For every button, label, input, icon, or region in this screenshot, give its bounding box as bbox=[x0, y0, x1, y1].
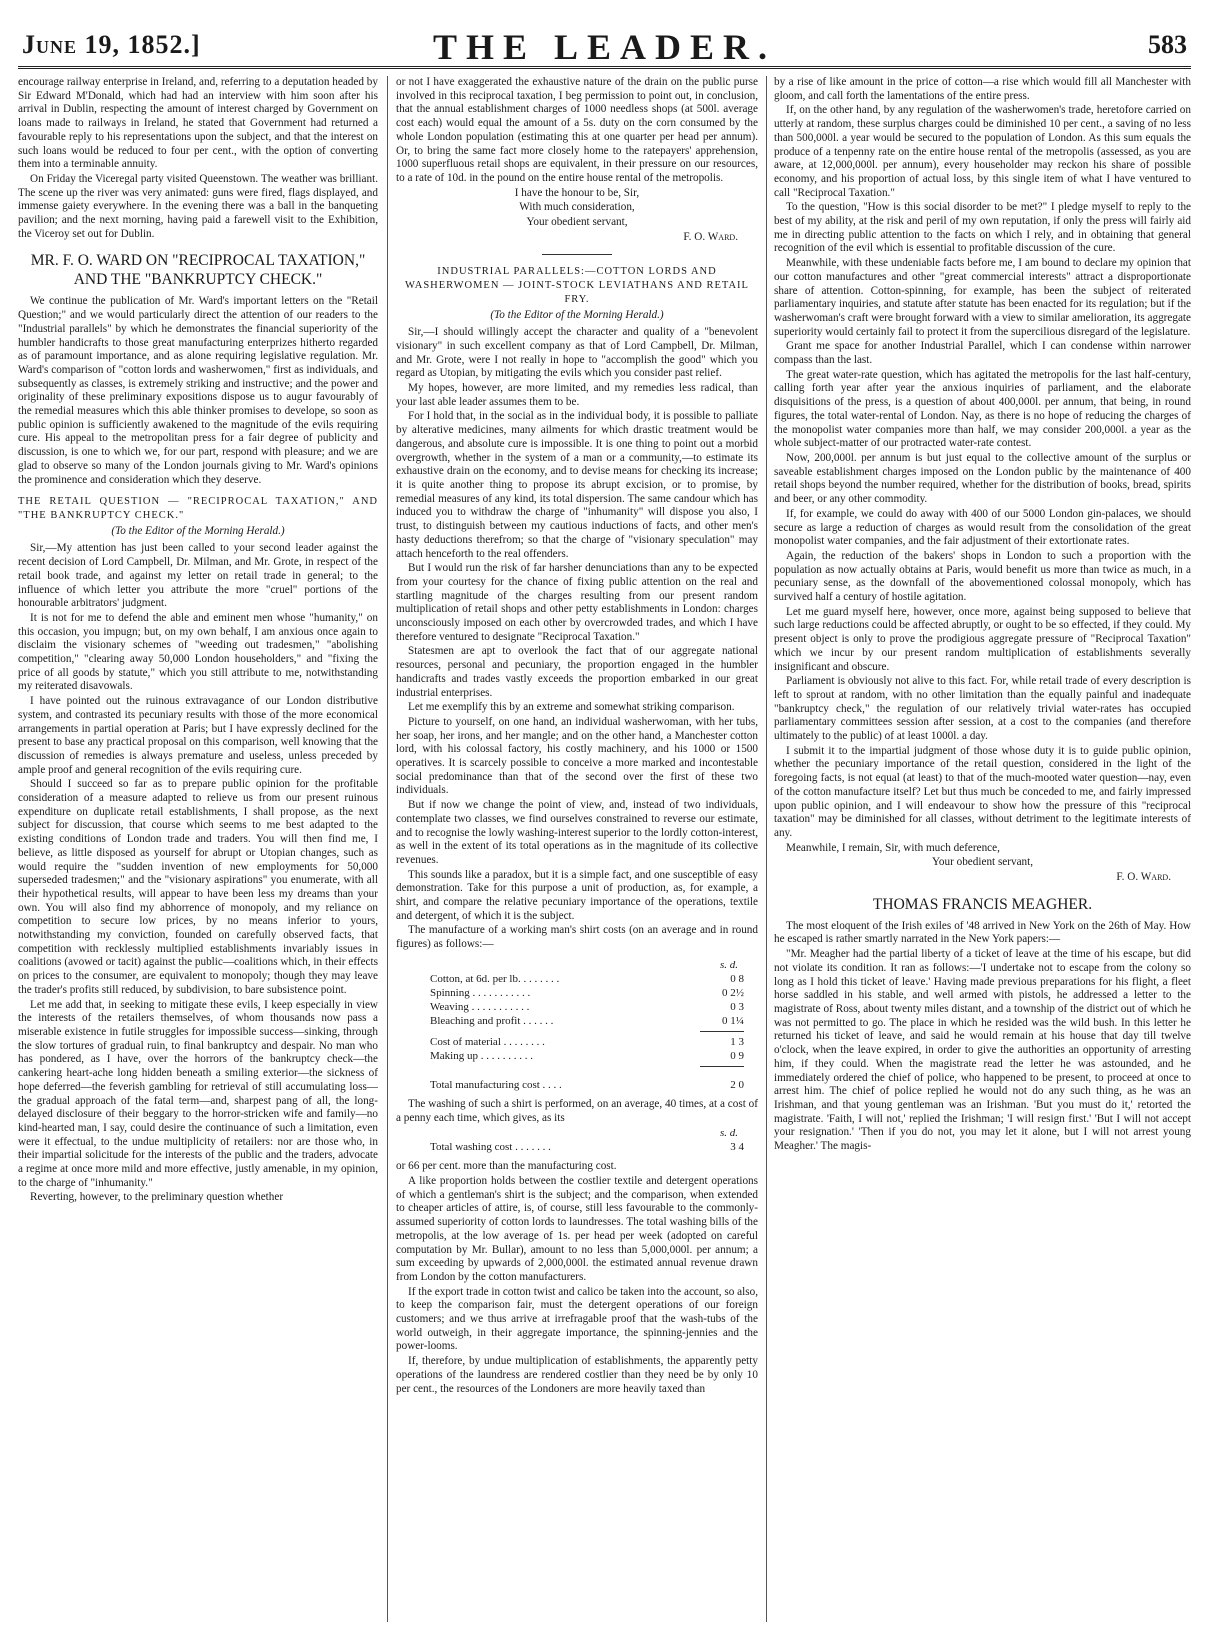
total-value: 3 4 bbox=[730, 1141, 744, 1154]
cost-value: 0 1¼ bbox=[722, 1014, 744, 1027]
paragraph: On Friday the Viceregal party visited Queenstown. The weather was brilliant. The scene up the river was very animated: guns were fired, flags displayed, and immense gaiety everywhere. In the evening there was a ball in the banqueting pavilion; and the next morning, having paid a farewell visit to the Exhibition, the Viceroy set out for Dublin. bbox=[18, 172, 378, 240]
total-row bbox=[430, 1078, 744, 1092]
paragraph: Parliament is obviously not alive to this fact. For, while retail trade of every description is left to sprout at random, with no other limitation than the equally painful and inadequate "bankruptcy check," the regulation of our relatively trivial water-rates has occupied parliamentary committees session after session, at a cost to the companies (and therefore ultimately to the public) of at least 1000l. a day. bbox=[774, 675, 1191, 743]
paragraph: But if now we change the point of view, and, instead of two individuals, contemplate two classes, we find ourselves constrained to reverse our estimate, and to recognise the lowly washing-interest superior to the lordly cotton-interest, as well in the extent of its total operations as in the magnitude of its collective revenues. bbox=[396, 799, 758, 866]
signoff-line: Your obedient servant, bbox=[526, 216, 628, 229]
letter-salutation: (To the Editor of the Morning Herald.) bbox=[490, 308, 664, 321]
paragraph: or not I have exaggerated the exhaustive nature of the drain on the public purse involved in this reciprocal taxation, I beg permission to point out, in conclusion, that the annual establishment charges of 1000 needless shops (at 500l. average cost each) would equal the amount of a 5s. duty on the corn consumed by the whole London population (estimating this at one quarter per head per annum). Or, to bring the same fact more closely home to the ratepayers' apprehension, 1000 superfluous retail shops are equivalent, in their pressure on our resources, to a rate of 10d. in the pound on the entire house rental of the metropolis. bbox=[396, 76, 758, 184]
letter-signoff bbox=[774, 842, 1191, 885]
cost-row bbox=[430, 986, 744, 1000]
paragraph: The great water-rate question, which has agitated the metropolis for the last half-century, calling forth year after year the anxious inquiries of parliament, and the elaborate disquisitions of the press, is a question of about 400,000l. per annum, that being, in round figures, the total water-rental of London. Nay, as there is no hope of reducing the charges of the monopolist water companies more than half, we may consider 200,000l. a year as the whole subject-matter of our protracted water-rate contest. bbox=[774, 368, 1191, 450]
signature: F. O. Ward. bbox=[1116, 871, 1171, 884]
total-row bbox=[430, 1140, 744, 1154]
cost-label: Spinning . . . . . . . . . . . bbox=[430, 986, 531, 999]
newspaper-title: THE LEADER. bbox=[432, 27, 777, 67]
column-1 bbox=[18, 76, 378, 1622]
article-heading: THOMAS FRANCIS MEAGHER. bbox=[872, 895, 1093, 913]
paragraph: We continue the publication of Mr. Ward's important letters on the "Retail Question;" and we would particularly direct the attention of our readers to the "Industrial parallels" by which he demonstrates the financial superiority of the humbler handicrafts to those great manufacturing enterprizes hitherto regarded as of paramount importance, and as alone requiring legislative regulation. Mr. Ward's comparison of "cotton lords and washerwomen," first as individuals, and subsequently as classes, is extremely striking and instructive; and the power and originality of these preliminary expositions dispose us to augur favourably of the remedial measures which this able thinker promises to develope, so soon as public opinion is sufficiently awakened to the magnitude of the evils requiring cure. His appeal to the metropolitan press for a fair degree of publicity and discussion, is one to which we, for our part, respond with pleasure; and we are glad to observe so many of the London journals giving to Mr. Ward's opinions the prominence and consideration which they deserve. bbox=[18, 295, 378, 486]
paragraph: If the export trade in cotton twist and calico be taken into the account, so also, to keep the comparison fair, must the detergent operations of our foreign customers; and we thus arrive at irrefragable proof that the wash-tubs of the world outweigh, in their aggregate importance, the spinning-jennies and the power-looms. bbox=[396, 1285, 758, 1353]
paragraph: Picture to yourself, on one hand, an individual washerwoman, with her tubs, her soap, her irons, and her mangle; and on the other hand, a Manchester cotton lord, with his colossal factory, his costly machinery, and his 1000 or 1500 operatives. It is scarcely possible to conceive a more marked and incontestable social predominance than that of the second over the first of these two individuals. bbox=[396, 715, 758, 797]
cost-label: Cost of material . . . . . . . . bbox=[430, 1035, 545, 1048]
letter-heading: INDUSTRIAL PARALLELS:—COTTON LORDS AND WASHERWOMEN — JOINT-STOCK LEVIATHANS AND RETAIL FRY. bbox=[405, 266, 749, 305]
cost-value: 0 3 bbox=[730, 1000, 744, 1013]
paragraph: or 66 per cent. more than the manufacturing cost. bbox=[396, 1160, 617, 1173]
cost-row bbox=[430, 1035, 744, 1049]
cost-value: 0 9 bbox=[730, 1049, 744, 1062]
paragraph: If, therefore, by undue multiplication of establishments, the apparently petty operations of the laundress are rendered costlier than they need be by only 10 per cent., the resources of the Londoners are more heavily taxed than bbox=[396, 1355, 758, 1395]
cost-row bbox=[430, 1014, 744, 1028]
paragraph: "Mr. Meagher had the partial liberty of a ticket of leave at the time of his escape, but did not violate its condition. It ran as follows:—'I undertake not to escape from the colony so long as I hold this ticket of leave.' Having made previous preparations for his flight, a fleet horse saddled in his stable, and well armed with pistols, he addressed a letter to the magistrate of Ross, about twenty miles distant, and a township of the district out of which he was not permitted to go. The place in which he resided was the wild bush. In this letter he returned his ticket of leave, and said he would remain at his house that day till twelve o'clock, when the leave expired, in order to give the authorities an opportunity of arresting him, if they could. When the magistrate read the letter he was astounded, and he immediately ordered the chief of police, who happened to be present, to proceed at once to arrest him. The chief of police replied he would not do any such thing, as he was an Irishman, and that young gentleman was an Irishman. 'But you must do it,' retorted the magistrate. 'Faith, I will not,' replied the Irishman; 'I will resign first.' 'But I will not accept your resignation.' 'Then if you do not, you may let it alone, but I will not arrest young Meagher.' The magis- bbox=[774, 948, 1191, 1153]
paragraph: Again, the reduction of the bakers' shops in London to such a proportion with the population as now actually obtains at Paris, would benefit us more than twice as much, in a pecuniary sense, as the downfall of the abovementioned colossal monopoly, which has survived half a century of hostile agitation. bbox=[774, 549, 1191, 604]
column-3 bbox=[774, 76, 1191, 1622]
signoff-closing: Meanwhile, I remain, Sir, with much deference, bbox=[786, 841, 1000, 854]
total-label: Total manufacturing cost . . . . bbox=[430, 1078, 562, 1091]
paragraph: Sir,—My attention has just been called to your second leader against the recent decision of Lord Campbell, Dr. Milman, and Mr. Grote, in respect of the retail book trade, and against my letter on retail trade in general; to the influence of which letter you attribute the more "cruel" portions of the honourable arbitrators' judgment. bbox=[18, 542, 378, 610]
sum-rule bbox=[700, 1066, 744, 1067]
currency-header: s. d. bbox=[719, 958, 738, 971]
paragraph: Reverting, however, to the preliminary question whether bbox=[30, 1191, 284, 1204]
paragraph: Meanwhile, with these undeniable facts before me, I am bound to declare my opinion that our cotton manufactures and other "great commercial interests" attract a disproportionate share of attention. Cotton-spinning, for example, has been the subject of reiterated parliamentary inquiries, and statute after statute has been enacted for its regulation; but if the washerwoman's craft were brought forward with a view to similar amelioration, its aggregate superiority would certainly fail to protect it from the supercilious disregard of the legislature. bbox=[774, 257, 1191, 338]
masthead bbox=[18, 14, 1191, 69]
letter-salutation: (To the Editor of the Morning Herald.) bbox=[111, 524, 285, 537]
cost-row bbox=[430, 1000, 744, 1014]
cost-value: 1 3 bbox=[730, 1035, 744, 1048]
paragraph: by a rise of like amount in the price of cotton—a rise which would fill all Manchester with gloom, and call forth the lamentations of the entire press. bbox=[774, 76, 1191, 102]
cost-label: Cotton, at 6d. per lb. . . . . . . . bbox=[430, 972, 560, 985]
letter-heading: THE RETAIL QUESTION — "RECIPROCAL TAXATION," AND "THE BANKRUPTCY CHECK." bbox=[18, 496, 378, 521]
letter-signoff bbox=[396, 187, 758, 245]
paragraph: I have pointed out the ruinous extravagance of our London distributive system, and contrasted its pecuniary results with those of the more economical arrangements in partial operation at Paris; but I have expressly declined for the present to base any practical proposal on this comparison, well knowing that the discussion of remedies is always premature and useless, unless preceded by ample proof and general recognition of the evils requiring cure. bbox=[18, 695, 378, 776]
washing-cost-table bbox=[430, 1126, 744, 1154]
paragraph: Should I succeed so far as to prepare public opinion for the profitable consideration of a measure adapted to relieve us from our present ruinous expenditure on duplicate retail establishments, I shall propose, as the next subject for discussion, that course which seems to me best adapted to the existing conditions of London trade and traders. You will then find me, I believe, as little disposed as yourself for abrupt or Utopian changes, such as would require the "sudden invention of new employments for 50,000 superseded tradesmen;" and the "visionary aspirations" you enumerate, with all their hypothetical results, will appear to have been less my dreams than your own. You will also find my abhorrence of monopoly, and my reliance on competition to secure low prices, by no means inferior to yours, notwithstanding my conviction, founded on carefully observed facts, that competition with recklessly multiplied establishments invariably issues in coalitions (avowed or tacit) against the public—coalitions which, in their effects on prices to the consumer, are equivalent to monopoly; though they may leave the trader's profits still reduced, by subdivision, to bare subsistence point. bbox=[18, 778, 378, 996]
paragraph: It is not for me to defend the able and eminent men whose "humanity," on this occasion, you impugn; but, on my own behalf, I am anxious once again to disclaim the visionary schemes of "weeding out tradesmen," "abolishing competition," "clearing away 50,000 London householders," and "fixing the price of all goods by statute," which you still attribute to me, notwithstanding my reiterated disavowals. bbox=[18, 611, 378, 693]
paragraph: If, on the other hand, by any regulation of the washerwomen's trade, heretofore carried on utterly at random, these surplus charges could be diminished 10 per cent., a saving of no less than 500,000l. a year would be secured to the population of London. As this sum equals the produce of a tenpenny rate on the entire house rental of the metropolis (assessed, as you are aware, at 12,000,000l. per annum), every householder may reckon his share of possible economy, and his proportion of actual loss, by this single item of what I have ventured to call "Reciprocal Taxation." bbox=[774, 104, 1191, 199]
cost-row bbox=[430, 972, 744, 986]
cost-value: 0 2½ bbox=[722, 986, 744, 999]
cost-value: 0 8 bbox=[730, 972, 744, 985]
page-columns bbox=[18, 76, 1191, 1622]
signature: F. O. Ward. bbox=[683, 230, 738, 243]
paragraph: Grant me space for another Industrial Parallel, which I can condense within narrower compass than the last. bbox=[774, 340, 1191, 367]
issue-date: June 19, 1852.] bbox=[22, 30, 201, 59]
signoff-closing: I have the honour to be, Sir, bbox=[514, 186, 640, 199]
paragraph: I submit it to the impartial judgment of those whose duty it is to guide public opinion, whether the pecuniary importance of the retail question, considered in the light of the foregoing facts, is not equal (at least) to that of the much-mooted water question—nay, even of the cotton manufacture itself? Let but thus much be conceded to me, and fairly impressed upon public opinion, and I will endeavour to show how the pressure of this "reciprocal taxation" may be diminished for all classes, without detriment to the legitimate interests of any. bbox=[774, 744, 1191, 839]
page-number: 583 bbox=[1148, 30, 1187, 59]
paragraph: The most eloquent of the Irish exiles of '48 arrived in New York on the 26th of May. How he escaped is rather smartly narrated in the New York papers:— bbox=[774, 919, 1191, 946]
paragraph: The manufacture of a working man's shirt costs (on an average and in round figures) as follows:— bbox=[396, 924, 758, 951]
cost-table bbox=[430, 958, 744, 1092]
paragraph: For I hold that, in the social as in the individual body, it is possible to palliate by alterative medicines, many ailments for which drastic treatment would be dangerous, and absolute cure is impossible. It is one thing to point out a morbid overgrowth, whether in the system of a man or a community,—to estimate its exhaustive drain on the economy, and to devise means for checking its increase; it is quite another thing to propose its abrupt excision, or to promise, by remedial measures of any kind, its total dispersion. The same candour which has induced you to withdraw the charge of "inhumanity" will dispose you also, I trust, to distinguish between my cautious inductions of facts, and other men's hasty deductions therefrom; so that the charge of "visionary speculation" may attach henceforth to the real offenders. bbox=[396, 410, 758, 560]
section-divider bbox=[542, 254, 612, 255]
cost-row bbox=[430, 1049, 744, 1063]
paragraph: If, for example, we could do away with 400 of our 5000 London gin-palaces, we should secure as large a reduction of charges as would result from the consolidation of the great monopolist water companies, and the fair adjustment of their extortionate rates. bbox=[774, 507, 1191, 548]
paragraph: Statesmen are apt to overlook the fact that of our aggregate national resources, personal and pecuniary, the proportion engaged in the humbler handicrafts and trades vastly exceeds the proportion embarked in our great industrial enterprises. bbox=[396, 645, 758, 699]
paragraph: But I would run the risk of far harsher denunciations than any to be expected from your courtesy for the chance of fixing public attention on the real and startling magnitude of the charges resulting from our present random multiplication of retail shops and other petty establishments in London: charges unconsciously imposed on each other by overcrowded trades, and which I have therefore ventured to designate "Reciprocal Taxation." bbox=[396, 562, 758, 643]
paragraph: Let me add that, in seeking to mitigate these evils, I keep especially in view the interests of the retailers themselves, of whom thousands now pass a miserable existence in futile struggles for impossible success—sinking, through the slow tortures of gradual ruin, to final bankruptcy and despair. No man who has pondered, as I have, over the horrors of the bankruptcy check—the cankering heart-ache long hidden beneath a smiling exterior—the sickness of hope deferred—the feverish gambling for retrieval of still accumulating loss—the gradual approach of the fatal term—and, sharpest pang of all, the long-delayed disclosure of their beggary to the horror-stricken wife and family—no kind-hearted man, I say, could desire the continuance of such a limitation, even were it effectual, to the undue multiplicity of retailers: nor are those who, in their impartial solicitude for the interests of the public and the traders, advocate a regime at once more mild and more effective, justly amenable, in my opinion, to the charge of "inhumanity." bbox=[18, 998, 378, 1189]
paragraph: My hopes, however, are more limited, and my remedies less radical, than your last able leader assumes them to be. bbox=[396, 382, 758, 408]
article-heading: MR. F. O. WARD ON "RECIPROCAL TAXATION," AND THE "BANKRUPTCY CHECK." bbox=[30, 252, 366, 289]
signoff-line: Your obedient servant, bbox=[931, 856, 1034, 869]
cost-label: Bleaching and profit . . . . . . bbox=[430, 1014, 554, 1027]
paragraph: The washing of such a shirt is performed, on an average, 40 times, at a cost of a penny each time, which gives, as its bbox=[396, 1097, 758, 1124]
paragraph: encourage railway enterprise in Ireland, and, referring to a deputation headed by Sir Edward M'Donald, which had had an interview with him soon after his arrival in Dublin, respecting the amount of interest charged by Government on loans made to railways in Ireland, he stated that Government had returned a favourable reply to his representations upon the subject, and that the interest on such loans would be reduced to four per cent., with the option of converting them into a terminable annuity. bbox=[18, 76, 378, 171]
signoff-line: With much consideration, bbox=[519, 201, 635, 214]
cost-label: Weaving . . . . . . . . . . . bbox=[430, 1000, 530, 1013]
paragraph: Let me guard myself here, however, once more, against being supposed to believe that such large reductions could be affected abruptly, or ought to be so effected, if they could. My present object is only to prove the prodigious aggregate pressure of "Reciprocal Taxation" which we incur by our present random multiplication of establishments severally insignificant and obscure. bbox=[774, 605, 1191, 673]
column-rule bbox=[387, 76, 388, 1622]
total-label: Total washing cost . . . . . . . bbox=[430, 1141, 551, 1154]
sum-rule bbox=[700, 1031, 744, 1032]
total-value: 2 0 bbox=[730, 1078, 744, 1091]
column-rule bbox=[766, 76, 767, 1622]
paragraph: Sir,—I should willingly accept the character and quality of a "benevolent visionary" in such excellent company as that of Lord Campbell, Dr. Milman, and Mr. Grote, were I not really in hope to "accomplish the good" which you regard as Utopian, by mitigating the evils which you consider past relief. bbox=[396, 326, 758, 380]
column-2 bbox=[396, 76, 758, 1622]
paragraph: This sounds like a paradox, but it is a simple fact, and one susceptible of easy demonstration. Take for this purpose a unit of production, as, for example, a shirt, and compare the relative pecuniary importance of the operations, textile and detergent, of which it is the subject. bbox=[396, 868, 758, 922]
currency-header: s. d. bbox=[719, 1127, 738, 1140]
paragraph: Now, 200,000l. per annum is but just equal to the collective amount of the surplus or saveable establishment charges imposed on the London public by the maintenance of 400 retail shops beyond the number required, whether for the distribution of books, bread, spirits and beer, or any other commodity. bbox=[774, 451, 1191, 506]
paragraph: A like proportion holds between the costlier textile and detergent operations of which a gentleman's shirt is the subject; and the comparison, when extended to cheaper articles of attire, is, of course, still less favourable to the commonly-assumed superiority of cotton lords to laundresses. The total washing bills of the metropolis, at the low average of 1s. per head per week (adopted on careful computation by Mr. Bullar), amount to no less than 5,000,000l. per annum; a sum exceeding by upwards of 2,000,000l. the estimated annual revenue drawn from London by the cotton manufacturers. bbox=[396, 1175, 758, 1283]
cost-label: Making up . . . . . . . . . . bbox=[430, 1049, 533, 1062]
paragraph: Let me exemplify this by an extreme and somewhat striking comparison. bbox=[408, 701, 735, 714]
paragraph: To the question, "How is this social disorder to be met?" I pledge myself to reply to the best of my ability, at the risk and peril of my own reputation, if only the press will fairly aid me in directing public attention to the facts on which I rely, and in obtaining that general recognition of the evil which is essential to profitable discussion of the cure. bbox=[774, 201, 1191, 255]
